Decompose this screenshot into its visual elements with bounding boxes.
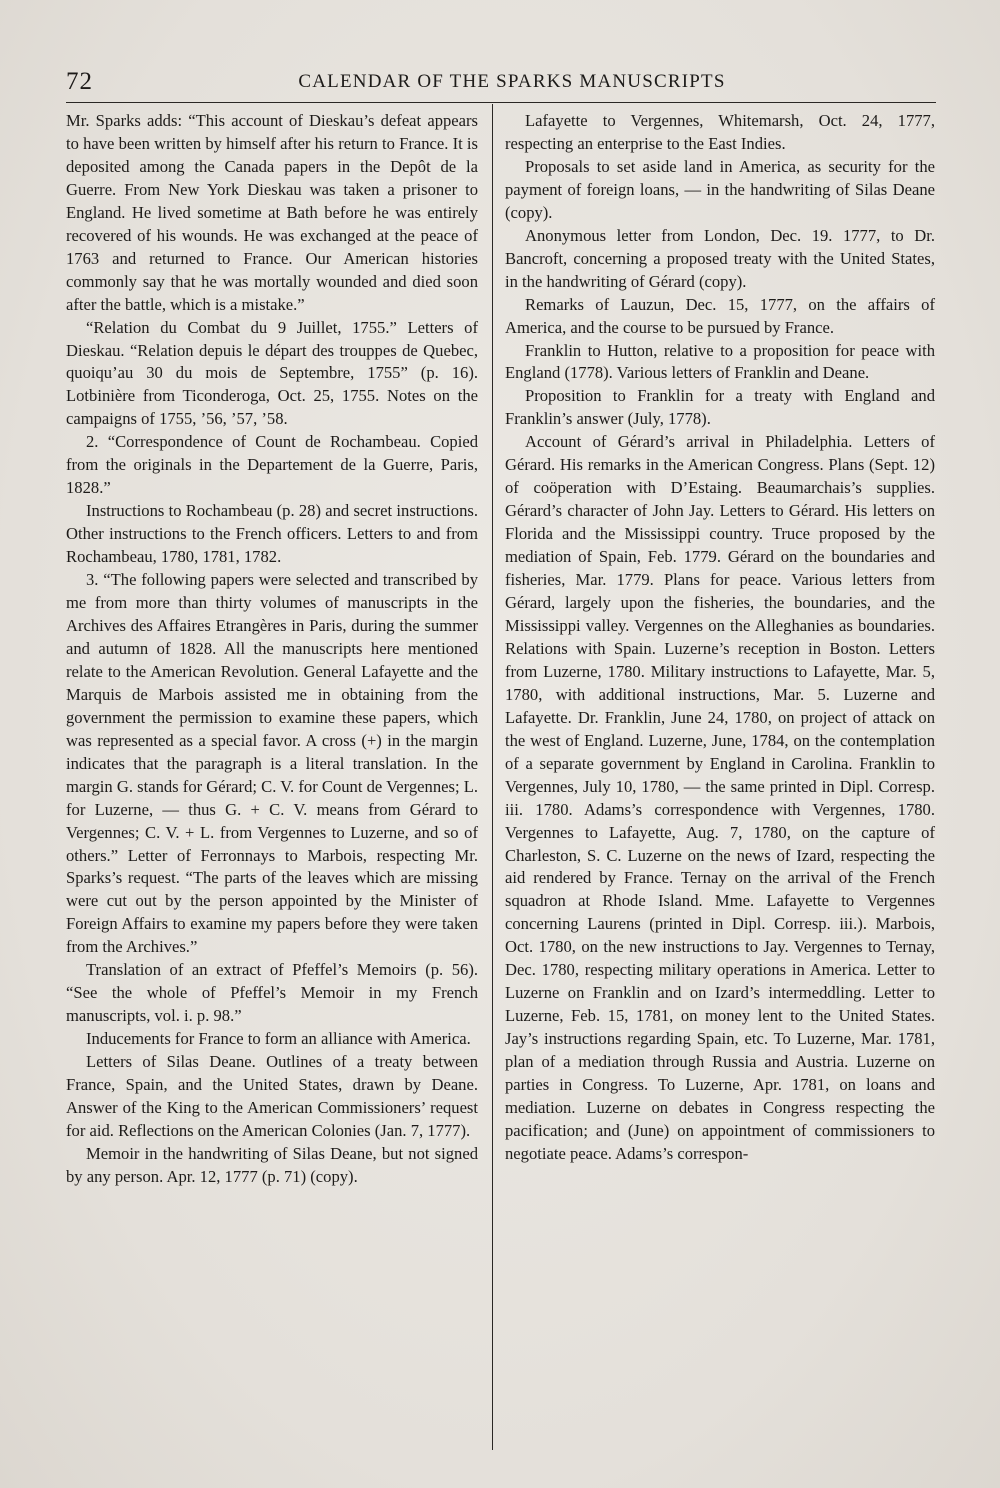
left-column [66, 110, 478, 1189]
paragraph: Instructions to Rochambeau (p. 28) and secret instructions. Other instructions to the French officers. Letters to and from Rochambeau, 1780, 1781, 1782. [66, 501, 478, 567]
header-rule [66, 102, 936, 103]
paragraph: Anonymous letter from London, Dec. 19. 1777, to Dr. Bancroft, concerning a proposed treaty with the United States, in the handwriting of Gérard (copy). [505, 225, 935, 291]
paragraph: Translation of an extract of Pfeffel’s Memoirs (p. 56). “See the whole of Pfeffel’s Memoir in my French manuscripts, vol. i. p. 98.” [66, 960, 478, 1026]
running-title: CALENDAR OF THE SPARKS MANUSCRIPTS [298, 71, 726, 92]
paragraph: Mr. Sparks adds: “This account of Dieskau’s defeat appears to have been written by himself after his return to France. It is deposited among the Canada papers in the Depôt de la Guerre. From New York Dieskau was taken a prisoner to England. He lived sometime at Bath before he was entirely recovered of his wounds. He was exchanged at the peace of 1763 and returned to France. Our American histories commonly say that he was mortally wounded and died soon after the battle, which is a mistake.” [66, 111, 478, 314]
paragraph: “Relation du Combat du 9 Juillet, 1755.” Letters of Dieskau. “Relation depuis le départ des trouppes de Quebec, quoiqu’au 30 du mois de Septembre, 1755” (p. 16). Lotbinière from Ticonderoga, Oct. 25, 1755. Notes on the campaigns of 1755, ’56, ’57, ’58. [66, 317, 478, 429]
paragraph: Proposition to Franklin for a treaty with England and Franklin’s answer (July, 1778). [505, 386, 935, 429]
paragraph: 3. “The following papers were selected and transcribed by me from more than thirty volumes of manuscripts in the Archives des Affaires Etrangères in Paris, during the summer and autumn of 1828. All the manuscripts here mentioned relate to the American Revolution. General Lafayette and the Marquis de Marbois assisted me in obtaining from the government the permission to examine these papers, which was represented as a special favor. A cross (+) in the margin indicates that the paragraph is a literal translation. In the margin G. stands for Gérard; C. V. for Count de Vergennes; L. for Luzerne, — thus G. + C. V. means from Gérard to Vergennes; C. V. + L. from Vergennes to Luzerne, and so of others.” Letter of Ferronnays to Marbois, respecting Mr. Sparks’s request. “The parts of the leaves which are missing were cut out by the person appointed by the Minister of Foreign Affairs to examine my papers before they were taken from the Archives.” [66, 570, 478, 957]
paragraph: Proposals to set aside land in America, as security for the payment of foreign loans, — in the handwriting of Silas Deane (copy). [505, 156, 935, 222]
paragraph: Remarks of Lauzun, Dec. 15, 1777, on the affairs of America, and the course to be pursued by France. [505, 294, 935, 337]
paragraph: Inducements for France to form an alliance with America. [86, 1029, 471, 1049]
paragraph: 2. “Correspondence of Count de Rochambeau. Copied from the originals in the Departement de la Guerre, Paris, 1828.” [66, 432, 478, 498]
page-number: 72 [66, 68, 93, 95]
page-header [66, 68, 934, 102]
paragraph: Letters of Silas Deane. Outlines of a treaty between France, Spain, and the United States, drawn by Deane. Answer of the King to the American Commissioners’ request for aid. Reflections on the American Colonies (Jan. 7, 1777). [66, 1052, 478, 1140]
right-column [505, 110, 935, 1166]
column-divider [492, 104, 493, 1450]
paragraph: Franklin to Hutton, relative to a proposition for peace with England (1778). Various letters of Franklin and Deane. [505, 340, 935, 383]
paragraph: Account of Gérard’s arrival in Philadelphia. Letters of Gérard. His remarks in the American Congress. Plans (Sept. 12) of coöperation with D’Estaing. Beaumarchais’s supplies. Gérard’s character of John Jay. Letters to Gérard. His letters on Florida and the Mississippi country. Truce proposed by the mediation of Spain, Feb. 1779. Gérard on the boundaries and fisheries, Mar. 1779. Plans for peace. Various letters from Gérard, largely upon the fisheries, the boundaries, and the Mississippi valley. Vergennes on the Alleghanies as boundaries. Relations with Spain. Luzerne’s reception in Boston. Letters from Luzerne, 1780. Military instructions to Lafayette, Mar. 5, 1780, with additional instructions, Mar. 5. Luzerne and Lafayette. Dr. Franklin, June 24, 1780, on project of attack on the west of England. Luzerne, June, 1784, on the contemplation of a separate government by England in Carolina. Franklin to Vergennes, July 10, 1780, — the same printed in Dipl. Corresp. iii. 1780. Adams’s correspondence with Vergennes, 1780. Vergennes to Lafayette, Aug. 7, 1780, on the capture of Charleston, S. C. Luzerne on the news of Izard, respecting the aid rendered by France. Ternay on the arrival of the French squadron at Rhode Island. Mme. Lafayette to Vergennes concerning Laurens (printed in Dipl. Corresp. iii.). Marbois, Oct. 1780, on the new instructions to Jay. Vergennes to Ternay, Dec. 1780, respecting military operations in America. Letter to Luzerne on Franklin and on Izard’s intermeddling. Letter to Luzerne, Feb. 15, 1781, on money lent to the United States. Jay’s instructions regarding Spain, etc. To Luzerne, Mar. 1781, plan of a mediation through Russia and Austria. Luzerne on parties in Congress. To Luzerne, Apr. 1781, on loans and mediation. Luzerne on debates in Congress respecting the pacification; and (June) on appointment of commissioners to negotiate peace. Adams’s correspon- [505, 432, 935, 1163]
paragraph: Lafayette to Vergennes, Whitemarsh, Oct. 24, 1777, respecting an enterprise to the East Indies. [505, 111, 935, 153]
paragraph: Memoir in the handwriting of Silas Deane, but not signed by any person. Apr. 12, 1777 (p. 71) (copy). [66, 1143, 478, 1186]
